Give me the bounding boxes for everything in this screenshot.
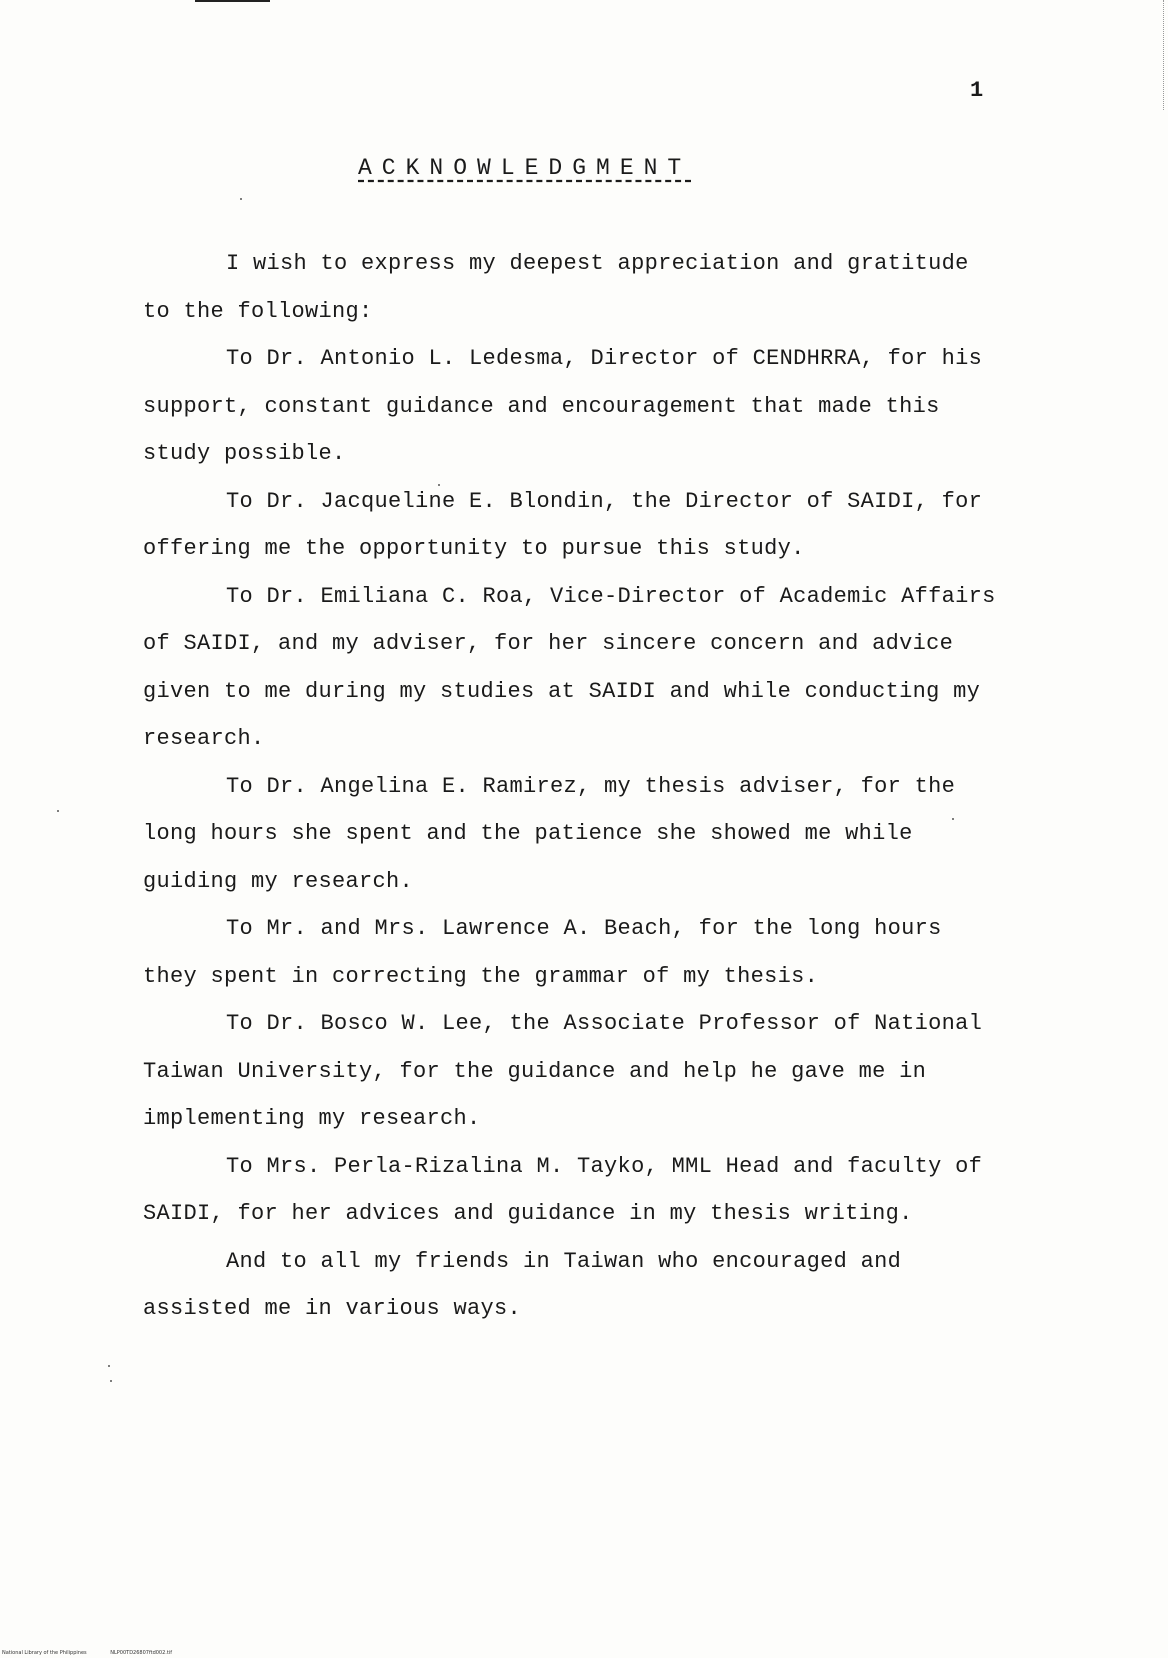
scan-speck <box>438 484 440 486</box>
paragraph-tayko: To Mrs. Perla-Rizalina M. Tayko, MML Head and faculty of SAIDI, for her advices and guidance in my thesis writing. <box>143 1153 983 1226</box>
paragraph-roa: To Dr. Emiliana C. Roa, Vice-Director of Academic Affairs of SAIDI, and my adviser, for her sincere concern and advice given to me during my studies at SAIDI and while conducting my research. <box>143 583 996 751</box>
page-title: ACKNOWLEDGMENT <box>358 155 692 181</box>
top-rule <box>195 0 270 2</box>
paragraph-lee: To Dr. Bosco W. Lee, the Associate Professor of National Taiwan University, for the guidance and help he gave me in implementing my research. <box>143 1011 983 1131</box>
footer-file: NLP00TD26807ftd002.tif <box>110 1650 172 1656</box>
scan-footer <box>2 1650 194 1656</box>
scan-speck <box>57 810 59 812</box>
footer-library: National Library of the Philippines <box>2 1650 87 1656</box>
paragraph-friends: And to all my friends in Taiwan who encouraged and assisted me in various ways. <box>143 1248 902 1321</box>
page-edge-mark <box>1162 0 1164 110</box>
paragraph-blondin: To Dr. Jacqueline E. Blondin, the Director of SAIDI, for offering me the opportunity to pursue this study. <box>143 488 983 561</box>
paragraph-ramirez: To Dr. Angelina E. Ramirez, my thesis adviser, for the long hours she spent and the patience she showed me while guiding my research. <box>143 773 956 894</box>
paragraph-ledesma: To Dr. Antonio L. Ledesma, Director of CENDHRRA, for his support, constant guidance and encouragement that made this study possible. <box>143 346 983 466</box>
acknowledgment-body <box>143 240 1003 1333</box>
scan-speck <box>108 1365 110 1367</box>
paragraph-beach: To Mr. and Mrs. Lawrence A. Beach, for the long hours they spent in correcting the grammar of my thesis. <box>143 916 942 989</box>
intro-paragraph: I wish to express my deepest appreciation and gratitude to the following: <box>143 251 969 324</box>
scan-speck <box>952 818 954 820</box>
page-number: 1 <box>970 78 984 103</box>
scan-speck <box>240 198 242 200</box>
scan-speck <box>110 1380 112 1382</box>
